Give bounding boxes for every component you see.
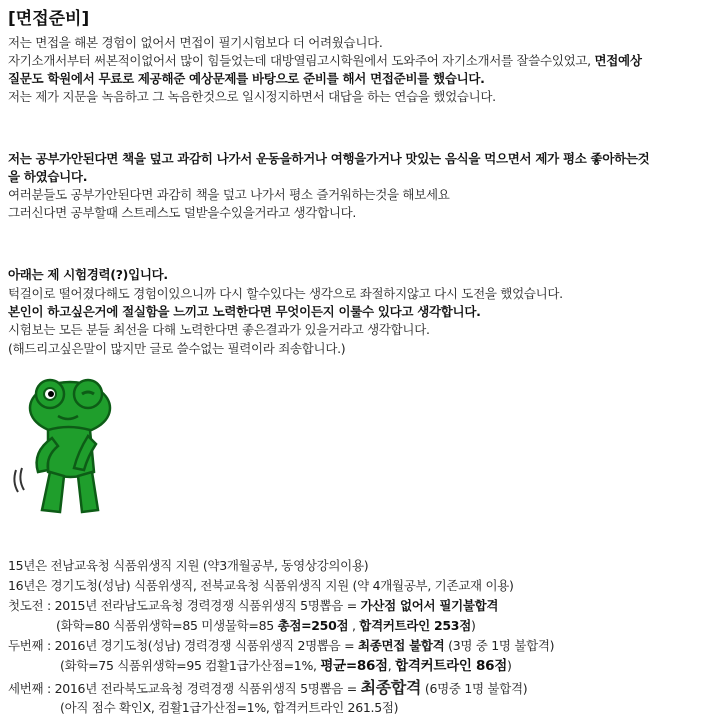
record-line-4: (화학=80 식품위생학=85 미생물학=85 총점=250점 , 합격커트라인 253점)	[56, 618, 476, 633]
record-line-7: 세번째 : 2016년 전라북도교육청 경력경쟁 식품위생직 5명뽑음 = 최종합격 (6명중 1명 불합격)	[8, 678, 528, 697]
record-line-8: (아직 점수 확인X, 컴활1급가산점=1%, 합격커트라인 261.5점)	[60, 700, 399, 715]
section-title: [면접준비]	[8, 9, 90, 29]
record-line-1: 15년은 전남교육청 식품위생직 지원 (약3개월공부, 동영상강의이용)	[8, 558, 369, 573]
history-line-2: 턱걸이로 떨어졌다해도 경험이있으니까 다시 할수있다는 생각으로 좌절하지않고 다시 도전을 했었습니다.	[8, 286, 563, 301]
prep-line-3: 질문도 학원에서 무료로 제공해준 예상문제를 바탕으로 준비를 해서 면접준비를 했습니다.	[8, 71, 485, 86]
history-line-1: 아래는 제 시험경력(?)입니다.	[8, 267, 168, 282]
prep-line-2: 자기소개서부터 써본적이없어서 많이 힘들었는데 대방열림고시학원에서 도와주어 자기소개서를 잘쓸수있었고, 면접예상	[8, 53, 642, 68]
record-line-5: 두번째 : 2016년 경기도청(성남) 경력경쟁 식품위생직 2명뽑음 = 최종면접 불합격 (3명 중 1명 불합격)	[8, 638, 555, 653]
prep-line-1: 저는 면접을 해본 경험이 없어서 면접이 필기시험보다 더 어려웠습니다.	[8, 35, 383, 50]
prep-line-4: 저는 제가 지문을 녹음하고 그 녹음한것으로 일시정지하면서 대답을 하는 연습을 했었습니다.	[8, 89, 496, 104]
advice-line-2: 을 하였습니다.	[8, 169, 88, 184]
advice-line-4: 그러신다면 공부할때 스트레스도 덜받을수있을거라고 생각합니다.	[8, 205, 357, 220]
history-line-5: (해드리고싶은말이 많지만 글로 쓸수없는 필력이라 죄송합니다.)	[8, 341, 346, 356]
record-line-6: (화학=75 식품위생학=95 컴활1급가산점=1%, 평균=86점, 합격커트라인 86점)	[60, 658, 512, 674]
frog-sticker-image	[8, 372, 128, 522]
record-line-2: 16년은 경기도청(성남) 식품위생직, 전북교육청 식품위생직 지원 (약 4개월공부, 기존교재 이용)	[8, 578, 514, 593]
history-line-3: 본인이 하고싶은거에 절실함을 느끼고 노력한다면 무엇이든지 이룰수 있다고 생각합니다.	[8, 304, 481, 319]
advice-line-3: 여러분들도 공부가안된다면 과감히 책을 덮고 나가서 평소 즐거워하는것을 해보세요	[8, 187, 450, 202]
advice-line-1: 저는 공부가안된다면 책을 덮고 과감히 나가서 운동을하거나 여행을가거나 맛있는 음식을 먹으면서 제가 평소 좋아하는것	[8, 151, 650, 166]
record-line-3: 첫도전 : 2015년 전라남도교육청 경력경쟁 식품위생직 5명뽑음 = 가산점 없어서 필기불합격	[8, 598, 499, 613]
history-line-4: 시험보는 모든 분들 최선을 다해 노력한다면 좋은결과가 있을거라고 생각합니다.	[8, 322, 430, 337]
